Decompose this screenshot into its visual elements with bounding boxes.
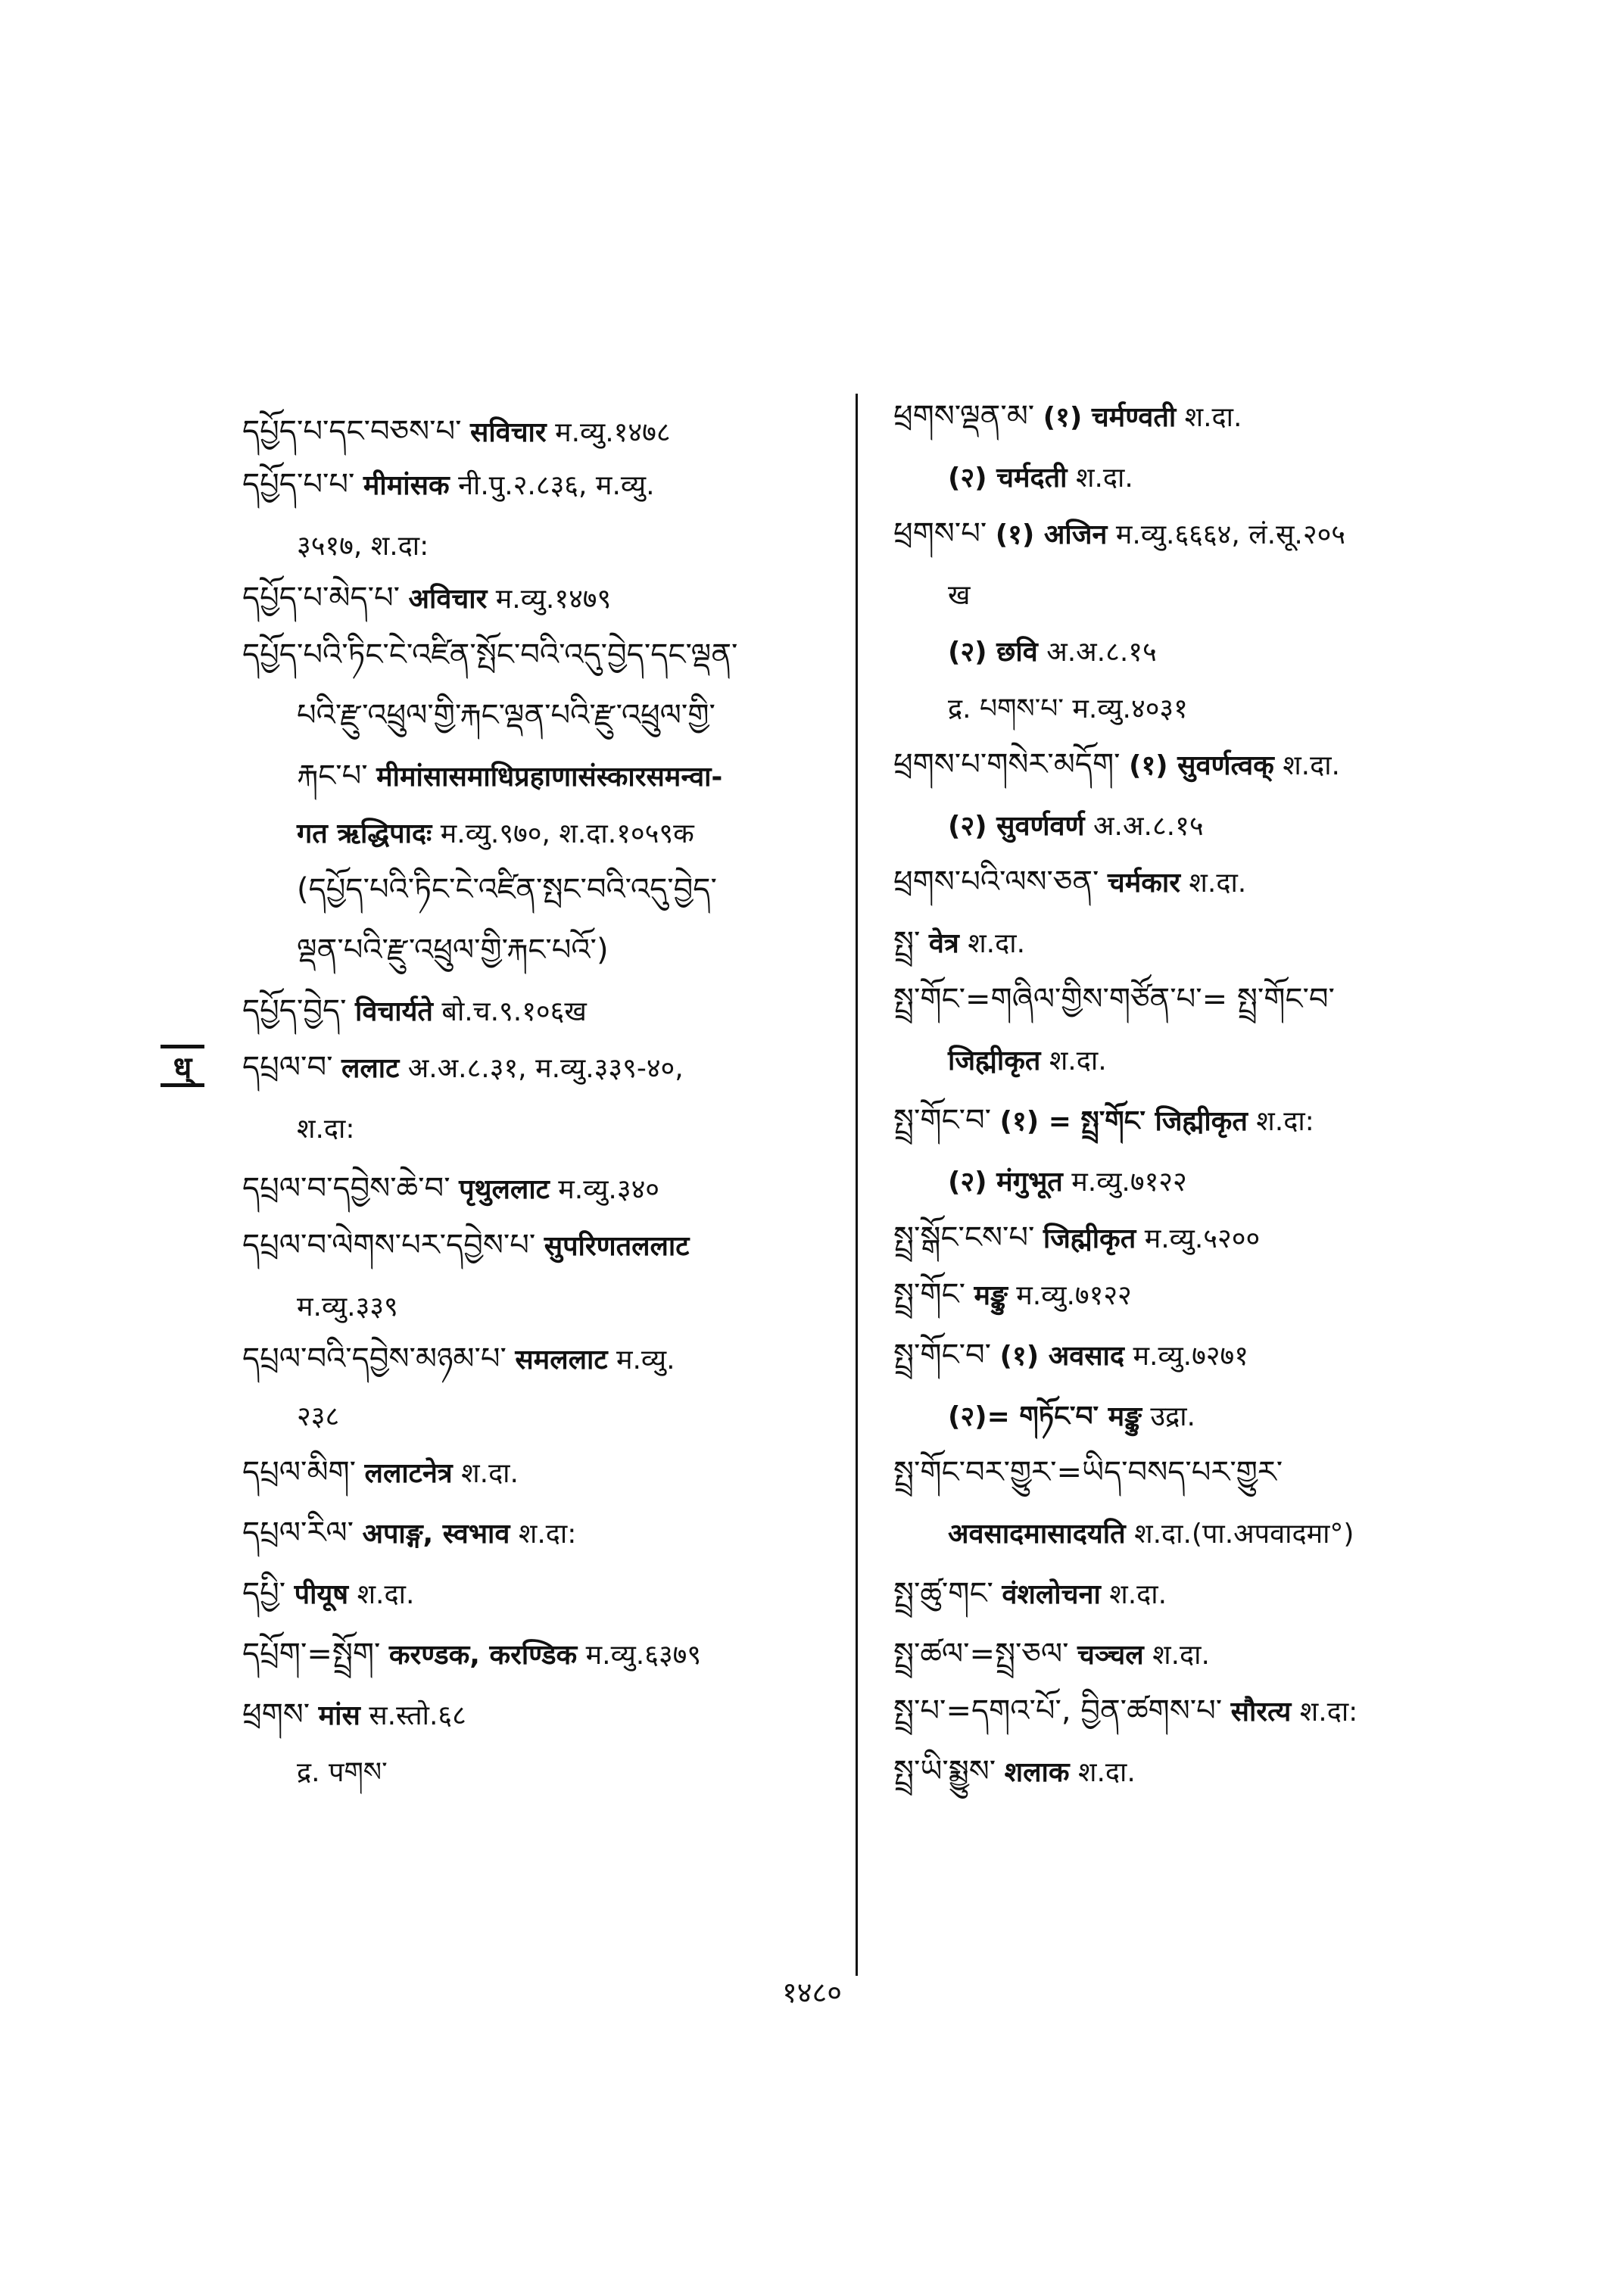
entry-line [297,753,722,799]
source-reference: नी.पु.२.८३६, म.व्यु. [458,470,655,501]
sanskrit-equivalent: अपाङ्ग, स्वभाव [362,1519,510,1550]
source-reference: म.व्यु.७१२२ [1016,1280,1132,1311]
entry-line [948,454,1133,500]
entry-line [242,409,671,454]
tibetan-headword: (དཔྱོད་པའི་ཏིང་ངེ་འཛིན་སྤང་བའི་འདུ་བྱེད་ [297,872,717,907]
tibetan-headword: དཔྲལ་རིལ་ [242,1516,354,1550]
source-reference: म.व्यु.६३७९ [585,1640,702,1671]
entry-line [893,742,1340,787]
entry-line [893,977,1335,1022]
source-reference: म.व्यु.१४७८ [555,417,671,448]
source-reference: अ.अ.८.१५ [1093,811,1204,842]
entry-line [242,1223,689,1268]
tibetan-headword: ཕྲགས་ [242,1697,310,1732]
source-reference: म.व्यु.३३९ [297,1291,398,1323]
sanskrit-equivalent: वंशलोचना [1002,1579,1101,1610]
page-number: १४८० [781,1976,843,2009]
source-reference: श.दा. [1049,1045,1107,1076]
sanskrit-equivalent: जिह्मीकृत [948,1045,1041,1076]
tibetan-headword: ཕྲགས་པའི་ལས་ཅན་ [893,865,1099,899]
source-reference: श.दा: [1256,1106,1314,1137]
entry-line [242,1631,701,1677]
source-reference: श.दा. [1283,750,1340,781]
entry-line [893,1450,1283,1495]
sanskrit-equivalent: (१) अवसाद [999,1341,1125,1372]
tibetan-headword: དཔྱོད་པ་མེད་པ་ [242,581,401,615]
tibetan-headword: ཕྲགས་པ་ [893,516,987,551]
source-reference: म.व्यु.७२७१ [1133,1341,1248,1372]
sanskrit-equivalent: मांस [318,1700,360,1731]
source-reference: ख [948,580,971,611]
source-reference: श.दा.(पा.अपवादमा°) [1134,1519,1354,1550]
source-reference: बो.च.९.१०६ख [441,996,587,1027]
entry-line [297,810,694,855]
tibetan-headword: དཔྲལ་མིག་ [242,1455,357,1490]
source-reference: म.व्यु.६६६४, लं.सू.२०५ [1115,519,1346,550]
sanskrit-equivalent: (२) सुवर्णवर्ण [948,811,1085,842]
tibetan-headword: དཔྲོག་=སྤྲོག་ [242,1637,381,1671]
entry-line [893,1571,1167,1616]
source-reference: श.दा. [357,1579,415,1610]
sanskrit-equivalent: गत ऋद्धिपादः [297,818,432,849]
tibetan-headword: སྤྲ་གོང་བ་ [893,1103,992,1138]
source-reference: श.दा. [1189,868,1247,899]
sanskrit-equivalent: वेत्र [928,928,959,959]
tibetan-headword: སྤྲ་གོང་ [893,1277,966,1312]
entry-line [948,1037,1107,1083]
sanskrit-equivalent: चञ्चल [1077,1640,1144,1671]
section-marker: ध् [161,1045,204,1087]
source-reference: म.व्यु.९७०, श.दा.१०५९क [440,818,694,849]
entry-line [948,1393,1195,1438]
source-reference: श.दा: [297,1114,355,1145]
entry-line [893,1332,1248,1378]
sanskrit-equivalent: (१) सुवर्णत्वक् [1128,750,1274,781]
entry-line [242,632,737,678]
tibetan-headword: དཔྲལ་བའི་དབྱེས་མཉམ་པ་ [242,1341,507,1376]
tibetan-headword: དཔྱོད་པའི་ཏིང་ངེ་འཛིན་སྤོང་བའི་འདུ་བྱེད་དང་ལྡན་ [242,637,738,672]
column-divider [856,394,858,1976]
source-reference: ३५१७, श.दा: [297,531,429,562]
source-reference: म.व्यु. [616,1344,675,1375]
entry-line [242,1510,576,1556]
entry-line [893,1098,1314,1143]
entry-line [893,394,1242,439]
entry-line [893,511,1345,556]
sanskrit-equivalent: (२)= གཏོང་བ་ मङ्कु [948,1401,1142,1432]
source-reference: श.दा. [1075,463,1133,494]
entry-line [297,1283,398,1329]
source-reference: श.दा. [1109,1579,1167,1610]
entry-line [297,693,715,738]
entry-line [297,867,717,912]
tibetan-headword: སྤྲ་གོང་བར་གྱུར་=ཡིད་བསད་པར་གྱུར་ [893,1455,1283,1490]
entry-line [242,1166,659,1211]
entry-line [242,1571,414,1616]
tibetan-headword: སྤྲ་ཡི་སྨྱུས་ [893,1754,996,1789]
source-reference: श.दा: [1299,1696,1358,1728]
source-reference: श.दा. [1184,402,1242,433]
sanskrit-equivalent: (१) चर्मण्वती [1043,402,1177,433]
entry-line [948,1510,1354,1556]
tibetan-headword: ཕྲགས་པ་གསེར་མདོག་ [893,747,1121,782]
tibetan-headword: དཔྱི་ [242,1576,286,1611]
tibetan-headword: ལྡན་པའི་རྫུ་འཕྲུལ་གྱི་རྐང་པའོ་) [297,933,609,967]
tibetan-headword: དཔྱོད་པ་པ་ [242,467,355,502]
sanskrit-equivalent: (१) = སྤྲ་གོང་ जिह्मीकृत [999,1106,1248,1137]
entry-line [242,1045,684,1090]
source-reference: श.दा: [518,1519,577,1550]
entry-line [948,1158,1187,1204]
entry-line [242,462,655,507]
sanskrit-equivalent: (२) चर्मदती [948,463,1068,494]
sanskrit-equivalent: सुपरिणतललाट [544,1231,690,1262]
sanskrit-equivalent: (२) मंगुभूत [948,1167,1063,1198]
tibetan-headword: དཔྲལ་བ་ལེགས་པར་དབྱེས་པ་ [242,1228,536,1263]
entry-line [948,572,970,617]
entry-line [242,1450,519,1495]
sanskrit-equivalent: मङ्कु [974,1280,1008,1311]
entry-line [893,1749,1136,1794]
sanskrit-equivalent: ललाट [341,1053,400,1084]
source-reference: उद्रा. [1150,1401,1196,1432]
sanskrit-equivalent: समललाट [515,1344,608,1375]
entry-line [948,628,1157,674]
source-reference: अ.अ.८.३१, म.व्यु.३३९-४०, [407,1053,684,1084]
source-reference: म.व्यु.७१२२ [1071,1167,1187,1198]
source-reference: श.दा. [1152,1640,1210,1671]
entry-line [242,988,587,1033]
tibetan-headword: སྤྲ་ཚུ་གང་ [893,1576,993,1611]
sanskrit-equivalent: सविचार [470,417,547,448]
entry-line [893,1215,1260,1260]
sanskrit-equivalent: (१) अजिन [995,519,1108,550]
source-reference: म.व्यु.१४७९ [495,584,612,615]
tibetan-headword: སྤྲ་ [893,925,921,960]
entry-line [893,1688,1357,1734]
sanskrit-equivalent: अवसादमासादयति [948,1519,1126,1550]
sanskrit-equivalent: ललाटनेत्र [364,1458,453,1489]
entry-line [297,522,429,568]
tibetan-headword: དཔྲལ་བ་ [242,1050,333,1085]
tibetan-headword: སྤྲ་གོང་=གཞིལ་གྱིས་གཙོན་པ་= སྤྲ་གོང་བ་ [893,982,1335,1017]
entry-line [893,1272,1132,1317]
tibetan-headword: པའི་རྫུ་འཕྲུལ་གྱི་རྐང་ལྡན་པའི་རྫུ་འཕྲུལ་གྱི་ [297,698,715,733]
entry-line [242,1692,466,1737]
tibetan-headword: དཔྲལ་བ་དབྱེས་ཆེ་བ་ [242,1171,450,1206]
tibetan-headword: དཔྱོད་བྱེད་ [242,993,347,1028]
source-reference: अ.अ.८.१५ [1046,637,1157,668]
source-reference: श.दा. [461,1458,519,1489]
sanskrit-equivalent: जिह्मीकृत [1043,1223,1136,1254]
entry-line [297,927,609,973]
sanskrit-equivalent: (२) छवि [948,637,1038,668]
sanskrit-equivalent: विचार्यते [355,996,433,1027]
tibetan-headword: སྤྲ་པ་=དགའ་པོ་, བྱིན་ཚགས་པ་ [893,1693,1223,1728]
sanskrit-equivalent: पृथुललाट [459,1174,550,1205]
sanskrit-equivalent: शलाक [1004,1757,1070,1788]
sanskrit-equivalent: मीमांसासमाधिप्रहाणासंस्कारसमन्वा- [376,762,723,793]
source-reference: म.व्यु.५२०० [1144,1223,1261,1254]
tibetan-headword: སྤྲ་སྒོང་ངས་པ་ [893,1220,1035,1255]
tibetan-headword: ཕྲགས་ལྡན་མ་ [893,399,1035,434]
entry-line [948,685,1188,731]
source-reference: २३८ [297,1401,340,1432]
tibetan-headword: རྐང་པ་ [297,759,368,793]
sanskrit-equivalent: पीयूष [294,1579,349,1610]
sanskrit-equivalent: मीमांसक [363,470,450,501]
source-reference: द्र. པགས་པ་ म.व्यु.४०३१ [948,693,1188,724]
tibetan-headword: སྤྲ་ཚལ་=སྤྲ་ཅལ་ [893,1637,1069,1671]
tibetan-headword: སྤྲ་གོང་བ་ [893,1338,992,1372]
source-reference: श.दा. [968,928,1026,959]
sanskrit-equivalent: करण्डक, करण्डिक [388,1640,578,1671]
entry-line [893,920,1025,965]
source-reference: श.दा. [1077,1757,1136,1788]
source-reference: द्र. पགས་ [297,1757,388,1788]
entry-line [242,575,611,621]
sanskrit-equivalent: अविचार [408,584,488,615]
entry-line [893,1631,1210,1677]
source-reference: स.स्तो.६८ [369,1700,466,1731]
entry-line [242,1336,675,1382]
sanskrit-equivalent: सौरत्य [1230,1696,1292,1728]
sanskrit-equivalent: चर्मकार [1107,868,1180,899]
entry-line [297,1749,388,1794]
entry-line [297,1393,339,1438]
tibetan-headword: དཔྱོད་པ་དང་བཅས་པ་ [242,414,462,449]
source-reference: म.व्यु.३४० [558,1174,660,1205]
entry-line [297,1105,355,1151]
entry-line [948,802,1204,848]
entry-line [893,859,1246,905]
